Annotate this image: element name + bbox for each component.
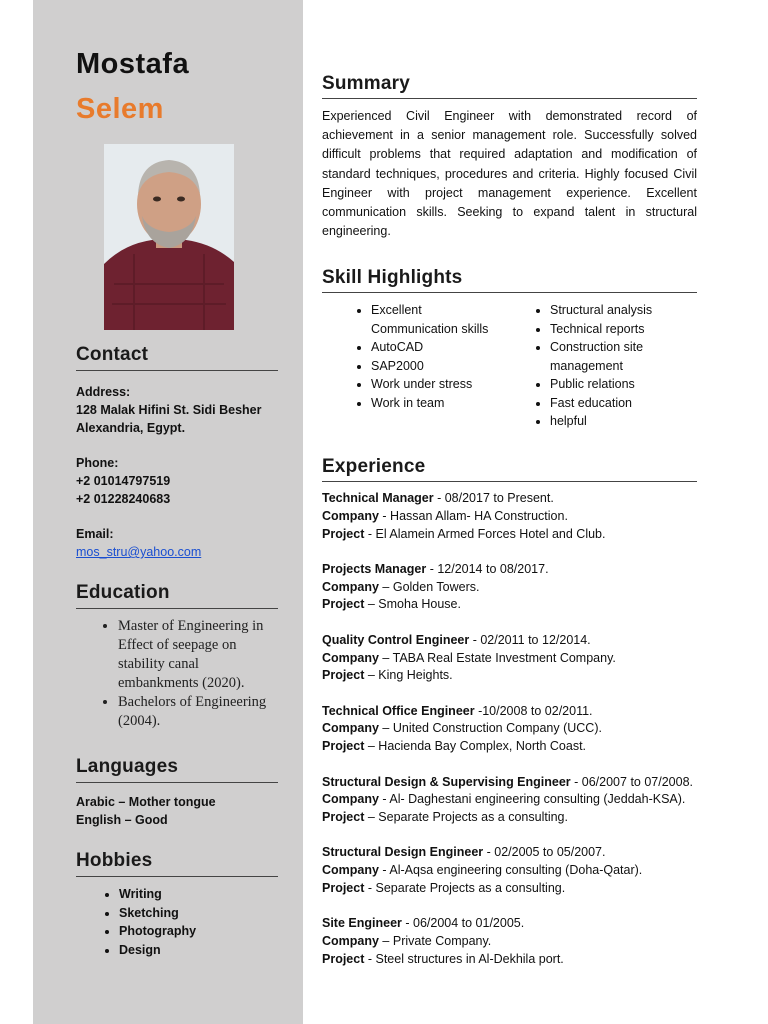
- company-name: - Al- Daghestani engineering consulting (Jeddah-KSA).: [378, 792, 686, 807]
- skill-item: • Technical reports: [550, 320, 688, 339]
- skill-item: • Fast education: [550, 394, 688, 413]
- phone-2: +2 01228240683: [76, 492, 171, 506]
- languages-section: [76, 756, 278, 829]
- company-label: Company: [322, 792, 379, 807]
- skill-item: • Work under stress: [371, 375, 506, 394]
- project-label: Project: [322, 526, 365, 541]
- company-name: – Private Company.: [378, 934, 492, 949]
- skills-section: [322, 267, 697, 431]
- skill-item: • Public relations: [550, 375, 688, 394]
- company-name: – United Construction Company (UCC).: [378, 721, 602, 736]
- email-link[interactable]: mos_stru@yahoo.com: [76, 545, 202, 559]
- education-section: [76, 582, 278, 731]
- project-name: – Smoha House.: [364, 597, 461, 612]
- summary-heading: Summary: [322, 73, 697, 99]
- job-title: Projects Manager: [322, 561, 427, 576]
- hobby-item: • Writing: [119, 885, 278, 904]
- contact-section: [76, 344, 278, 561]
- skill-item: • Work in team: [371, 394, 506, 413]
- skill-item: • AutoCAD: [371, 338, 506, 357]
- contact-heading: Contact: [76, 344, 278, 371]
- phone-label: Phone:: [76, 456, 119, 470]
- summary-section: [322, 73, 697, 241]
- last-name: Selem: [76, 93, 164, 125]
- project-label: Project: [322, 881, 365, 896]
- phone-1: +2 01014797519: [76, 474, 171, 488]
- project-label: Project: [322, 951, 365, 966]
- profile-photo: [104, 144, 234, 330]
- experience-entry: [322, 703, 697, 756]
- job-title: Technical Manager: [322, 491, 434, 505]
- address-label: Address:: [76, 385, 131, 399]
- education-heading: Education: [76, 582, 278, 609]
- experience-entry: [322, 490, 697, 543]
- project-name: – Hacienda Bay Complex, North Coast.: [364, 739, 587, 754]
- hobbies-section: [76, 850, 278, 959]
- hobby-item: • Design: [119, 941, 278, 960]
- company-label: Company: [322, 934, 379, 949]
- skill-item: • Construction site management: [550, 338, 688, 375]
- company-name: - Al-Aqsa engineering consulting (Doha-Qatar).: [378, 863, 643, 878]
- email-label: Email:: [76, 527, 114, 541]
- company-name: – TABA Real Estate Investment Company.: [378, 650, 616, 665]
- person-portrait-icon: [104, 144, 234, 330]
- company-label: Company: [322, 508, 379, 523]
- language-item: English – Good: [76, 813, 168, 827]
- first-name: Mostafa: [76, 48, 190, 80]
- job-period: -10/2008 to 02/2011.: [474, 703, 593, 718]
- experience-entry: [322, 561, 697, 614]
- languages-heading: Languages: [76, 756, 278, 783]
- company-name: – Golden Towers.: [378, 579, 480, 594]
- experience-list: [322, 490, 697, 969]
- company-label: Company: [322, 863, 379, 878]
- project-label: Project: [322, 810, 365, 825]
- experience-entry: [322, 844, 697, 897]
- education-item: • Master of Engineering in Effect of seepage on stability canal embankments (2020).: [118, 617, 278, 693]
- address-line-1: 128 Malak Hifini St. Sidi Besher: [76, 403, 262, 417]
- experience-entry: [322, 632, 697, 685]
- project-name: – King Heights.: [364, 668, 453, 683]
- job-period: - 08/2017 to Present.: [433, 491, 554, 505]
- job-title: Technical Office Engineer: [322, 703, 475, 718]
- job-period: - 12/2014 to 08/2017.: [426, 561, 549, 576]
- job-title: Site Engineer: [322, 916, 402, 931]
- company-label: Company: [322, 650, 379, 665]
- skills-heading: Skill Highlights: [322, 267, 697, 293]
- experience-entry: [322, 915, 697, 968]
- experience-entry: [322, 774, 697, 827]
- summary-text: Experienced Civil Engineer with demonstrated record of achievement in a senior management role. Successfully solved difficult problems that required adaptation and modification of standard techniques, procedures and criteria. Highly focused Civil Engineer with project management experience. Excellent communication skills. Seeking to expand talent in structural engineering.: [322, 109, 697, 239]
- skill-item: • SAP2000: [371, 357, 506, 376]
- job-period: - 02/2005 to 05/2007.: [483, 845, 606, 860]
- hobby-item: • Photography: [119, 922, 278, 941]
- project-label: Project: [322, 597, 365, 612]
- skill-item: • helpful: [550, 412, 688, 431]
- education-item: • Bachelors of Engineering (2004).: [118, 693, 278, 731]
- company-label: Company: [322, 721, 379, 736]
- project-name: - Separate Projects as a consulting.: [364, 881, 566, 896]
- experience-section: [322, 456, 697, 986]
- address-line-2: Alexandria, Egypt.: [76, 421, 186, 435]
- skill-item: • Structural analysis: [550, 301, 688, 320]
- experience-heading: Experience: [322, 456, 697, 482]
- skill-item: • Excellent Communication skills: [371, 301, 506, 338]
- project-name: - El Alamein Armed Forces Hotel and Club.: [364, 526, 606, 541]
- job-title: Quality Control Engineer: [322, 632, 470, 647]
- job-period: - 06/2007 to 07/2008.: [570, 774, 693, 789]
- hobby-item: • Sketching: [119, 904, 278, 923]
- job-title: Structural Design Engineer: [322, 845, 484, 860]
- job-title: Structural Design & Supervising Engineer: [322, 774, 571, 789]
- company-name: - Hassan Allam- HA Construction.: [378, 508, 568, 523]
- language-item: Arabic – Mother tongue: [76, 795, 216, 809]
- company-label: Company: [322, 579, 379, 594]
- project-name: – Separate Projects as a consulting.: [364, 810, 568, 825]
- job-period: - 02/2011 to 12/2014.: [469, 632, 591, 647]
- hobbies-heading: Hobbies: [76, 850, 278, 877]
- project-name: - Steel structures in Al-Dekhila port.: [364, 951, 564, 966]
- project-label: Project: [322, 668, 365, 683]
- job-period: - 06/2004 to 01/2005.: [401, 916, 525, 931]
- project-label: Project: [322, 739, 365, 754]
